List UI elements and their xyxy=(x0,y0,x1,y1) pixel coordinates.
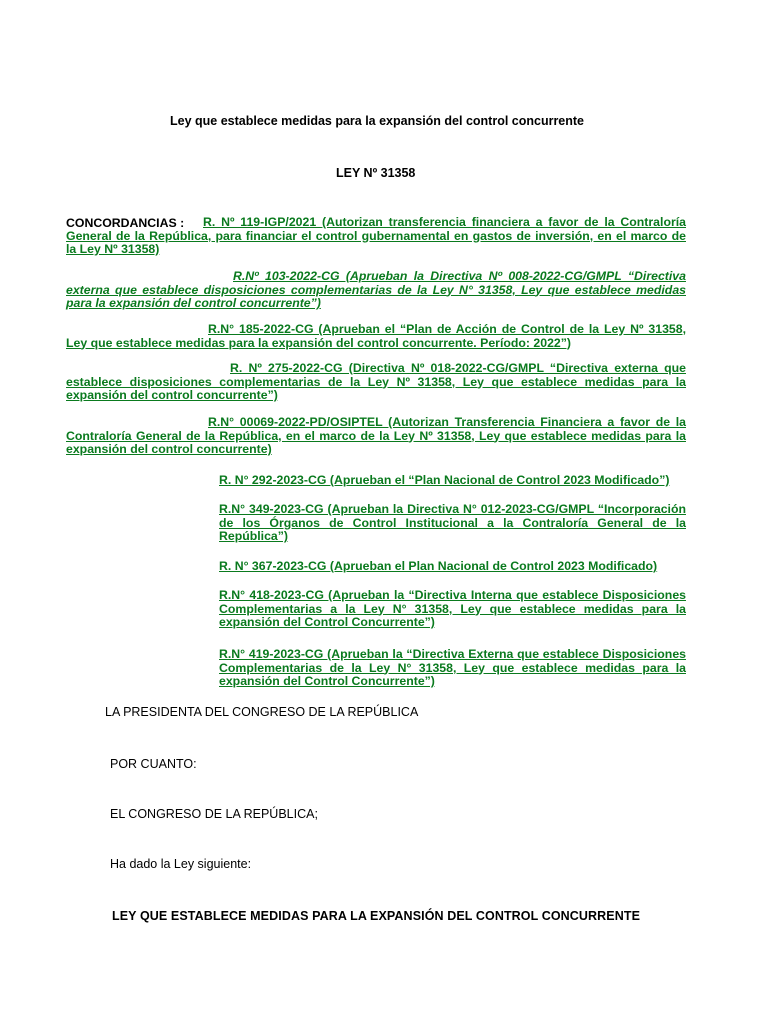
presidenta-heading: LA PRESIDENTA DEL CONGRESO DE LA REPÚBLICA xyxy=(105,705,419,719)
ha-dado-line: Ha dado la Ley siguiente: xyxy=(110,857,252,871)
concordancia-link[interactable]: R. Nº 275-2022-CG (Directiva Nº 018-2022-CG/GMPL “Directiva externa que establece disposiciones complementarias de la Ley Nº 31358, Ley que establece medidas para la expansión del control concurrente”) xyxy=(66,361,686,402)
concordancia-item xyxy=(66,362,686,403)
concordancia-link[interactable]: R.Nº 103-2022-CG (Aprueban la Directiva Nº 008-2022-CG/GMPL “Directiva externa que establece disposiciones complementarias de la Ley N° 31358, Ley que establece medidas para la expansión del control concurrente”) xyxy=(66,269,686,310)
final-law-title: LEY QUE ESTABLECE MEDIDAS PARA LA EXPANSIÓN DEL CONTROL CONCURRENTE xyxy=(112,909,641,923)
concordancia-item xyxy=(219,648,686,689)
concordancia-link[interactable]: R. N° 367-2023-CG (Aprueban el Plan Nacional de Control 2023 Modificado) xyxy=(219,559,658,573)
concordancia-link[interactable]: R.N° 00069-2022-PD/OSIPTEL (Autorizan Transferencia Financiera a favor de la Contraloría General de la República, en el marco de la Ley Nº 31358, Ley que establece medidas para la expansión del control concurrente) xyxy=(66,415,686,456)
law-number: LEY Nº 31358 xyxy=(336,166,416,180)
document-title: Ley que establece medidas para la expansión del control concurrente xyxy=(169,114,585,128)
concordancia-link[interactable]: R. Nº 119-IGP/2021 (Autorizan transferencia financiera a favor de la Contraloría General de la República, para financiar el control gubernamental en gastos de inversión, en el marco de la Ley Nº 31358) xyxy=(66,215,686,256)
concordancia-item xyxy=(66,216,686,257)
concordancia-item xyxy=(66,270,686,311)
congreso-line: EL CONGRESO DE LA REPÚBLICA; xyxy=(110,807,318,821)
concordancia-link[interactable]: R. N° 292-2023-CG (Aprueban el “Plan Nacional de Control 2023 Modificado”) xyxy=(219,473,670,487)
concordancia-item xyxy=(219,474,686,488)
concordancia-item xyxy=(219,503,686,544)
concordancia-item xyxy=(219,560,686,574)
concordancia-item xyxy=(66,323,686,350)
concordancia-item xyxy=(66,416,686,457)
concordancia-item xyxy=(219,589,686,630)
concordancia-link[interactable]: R.N° 349-2023-CG (Aprueban la Directiva N° 012-2023-CG/GMPL “Incorporación de los Órganos de Control Institucional a la Contraloría General de la República”) xyxy=(219,502,686,543)
concordancia-link[interactable]: R.N° 185-2022-CG (Aprueban el “Plan de Acción de Control de la Ley Nº 31358, Ley que establece medidas para la expansión del control concurrente. Período: 2022”) xyxy=(66,322,686,350)
concordancias-label: CONCORDANCIAS : xyxy=(66,216,185,230)
concordancia-link[interactable]: R.N° 418-2023-CG (Aprueban la “Directiva Interna que establece Disposiciones Complementarias a la Ley N° 31358, Ley que establece medidas para la expansión del Control Concurrente”) xyxy=(219,588,686,629)
por-cuanto: POR CUANTO: xyxy=(110,757,197,771)
concordancia-link[interactable]: R.N° 419-2023-CG (Aprueban la “Directiva Externa que establece Disposiciones Complementarias de la Ley N° 31358, Ley que establece medidas para la expansión del Control Concurrente”) xyxy=(219,647,686,688)
